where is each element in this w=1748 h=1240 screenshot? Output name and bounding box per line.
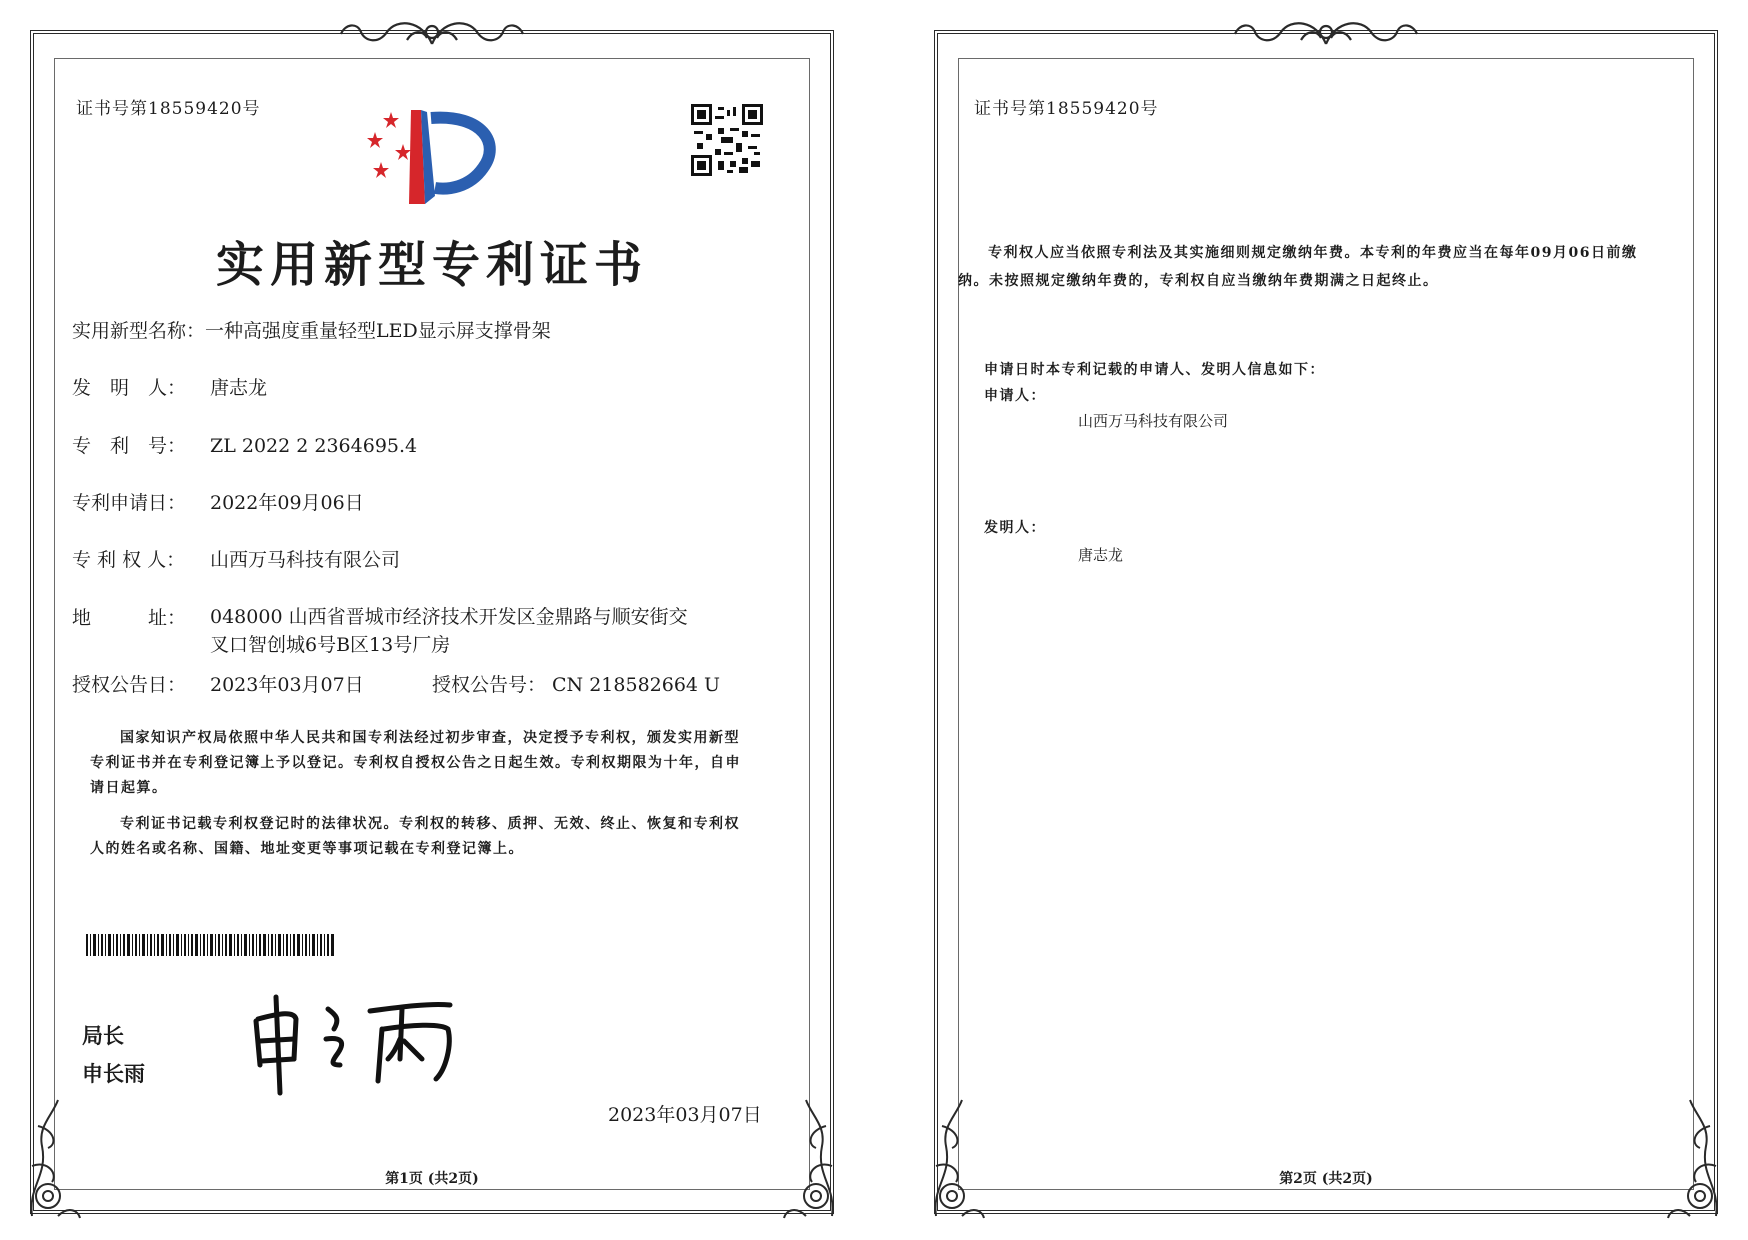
address-field	[72, 603, 688, 659]
certificate-number: 证书号第18559420号	[76, 99, 261, 119]
grant-date-field	[72, 670, 364, 697]
paragraph-line: 专利证书并在专利登记簿上予以登记。专利权自授权公告之日起生效。专利权期限为十年，自申	[90, 755, 741, 771]
corner-ornament-icon	[1660, 1086, 1730, 1226]
signature-icon	[250, 989, 460, 1103]
field-value: 山西万马科技有限公司	[210, 549, 401, 571]
field-label: 专 利 号：	[72, 435, 187, 457]
field-value: CN 218582664 U	[552, 674, 721, 696]
inventor-label: 发明人：	[984, 520, 1046, 536]
field-value: 2022年09月06日	[210, 492, 364, 514]
qr-code-icon	[691, 104, 763, 176]
sign-date: 2023年03月07日	[608, 1104, 762, 1126]
legal-status-paragraph	[90, 812, 820, 862]
applicant-value: 山西万马科技有限公司	[1078, 412, 1229, 430]
utility-model-name-field	[72, 316, 551, 343]
certificate-title: 实用新型专利证书	[215, 237, 648, 293]
certificate-page-1	[18, 14, 846, 1226]
paragraph-line: 人的姓名或名称、国籍、地址变更等事项记载在专利登记簿上。	[90, 841, 524, 857]
application-date-field	[72, 488, 364, 515]
paragraph-line: 纳。未按照规定缴纳年费的，专利权自应当缴纳年费期满之日起终止。	[958, 273, 1439, 289]
certificate-number: 证书号第18559420号	[974, 99, 1159, 119]
page-footer: 第2页 (共2页)	[1279, 1171, 1373, 1187]
page-border	[934, 30, 1718, 1214]
director-title: 局长	[82, 1023, 124, 1048]
field-value: 唐志龙	[210, 377, 268, 399]
field-value: ZL 2022 2 2364695.4	[210, 435, 418, 457]
corner-ornament-icon	[776, 1086, 846, 1226]
field-label: 专 利 权 人：	[72, 549, 186, 571]
field-value: 一种高强度重量轻型LED显示屏支撑骨架	[205, 320, 551, 342]
barcode-icon	[86, 934, 336, 956]
paragraph-line: 专利证书记载专利权登记时的法律状况。专利权的转移、质押、无效、终止、恢复和专利权	[120, 816, 740, 832]
corner-ornament-icon	[922, 1086, 992, 1226]
grant-number-field	[432, 670, 720, 697]
address-line-1: 048000 山西省晋城市经济技术开发区金鼎路与顺安街交	[210, 606, 688, 628]
grant-paragraph	[90, 726, 820, 801]
patent-holder-field	[72, 545, 400, 572]
inventor-field	[72, 373, 267, 400]
director-name: 申长雨	[82, 1061, 145, 1086]
address-line-2: 叉口智创城6号B区13号厂房	[210, 634, 451, 656]
field-value: 2023年03月07日	[210, 674, 364, 696]
paragraph-line: 国家知识产权局依照中华人民共和国专利法经过初步审查，决定授予专利权，颁发实用新型	[120, 730, 740, 746]
patent-number-field	[72, 431, 417, 458]
field-label: 专利申请日：	[72, 492, 187, 514]
field-label: 地 址：	[72, 607, 187, 629]
top-ornament-icon	[1221, 14, 1431, 50]
paragraph-line: 专利权人应当依照专利法及其实施细则规定缴纳年费。本专利的年费应当在每年09月06日前缴	[988, 245, 1638, 261]
paragraph-line: 请日起算。	[90, 780, 168, 796]
certificate-page-2	[922, 14, 1730, 1226]
cnipa-logo-icon	[363, 104, 503, 218]
field-label: 发 明 人：	[72, 377, 187, 399]
inventor-value: 唐志龙	[1078, 546, 1124, 564]
field-label: 授权公告号：	[432, 674, 547, 696]
top-ornament-icon	[327, 14, 537, 50]
info-intro: 申请日时本专利记载的申请人、发明人信息如下：	[984, 362, 1325, 378]
page-footer: 第1页 (共2页)	[385, 1171, 479, 1187]
field-label: 授权公告日：	[72, 674, 187, 696]
annual-fee-notice	[958, 239, 1698, 295]
corner-ornament-icon	[18, 1086, 88, 1226]
applicant-label: 申请人：	[984, 388, 1046, 404]
field-label: 实用新型名称：	[72, 320, 206, 342]
